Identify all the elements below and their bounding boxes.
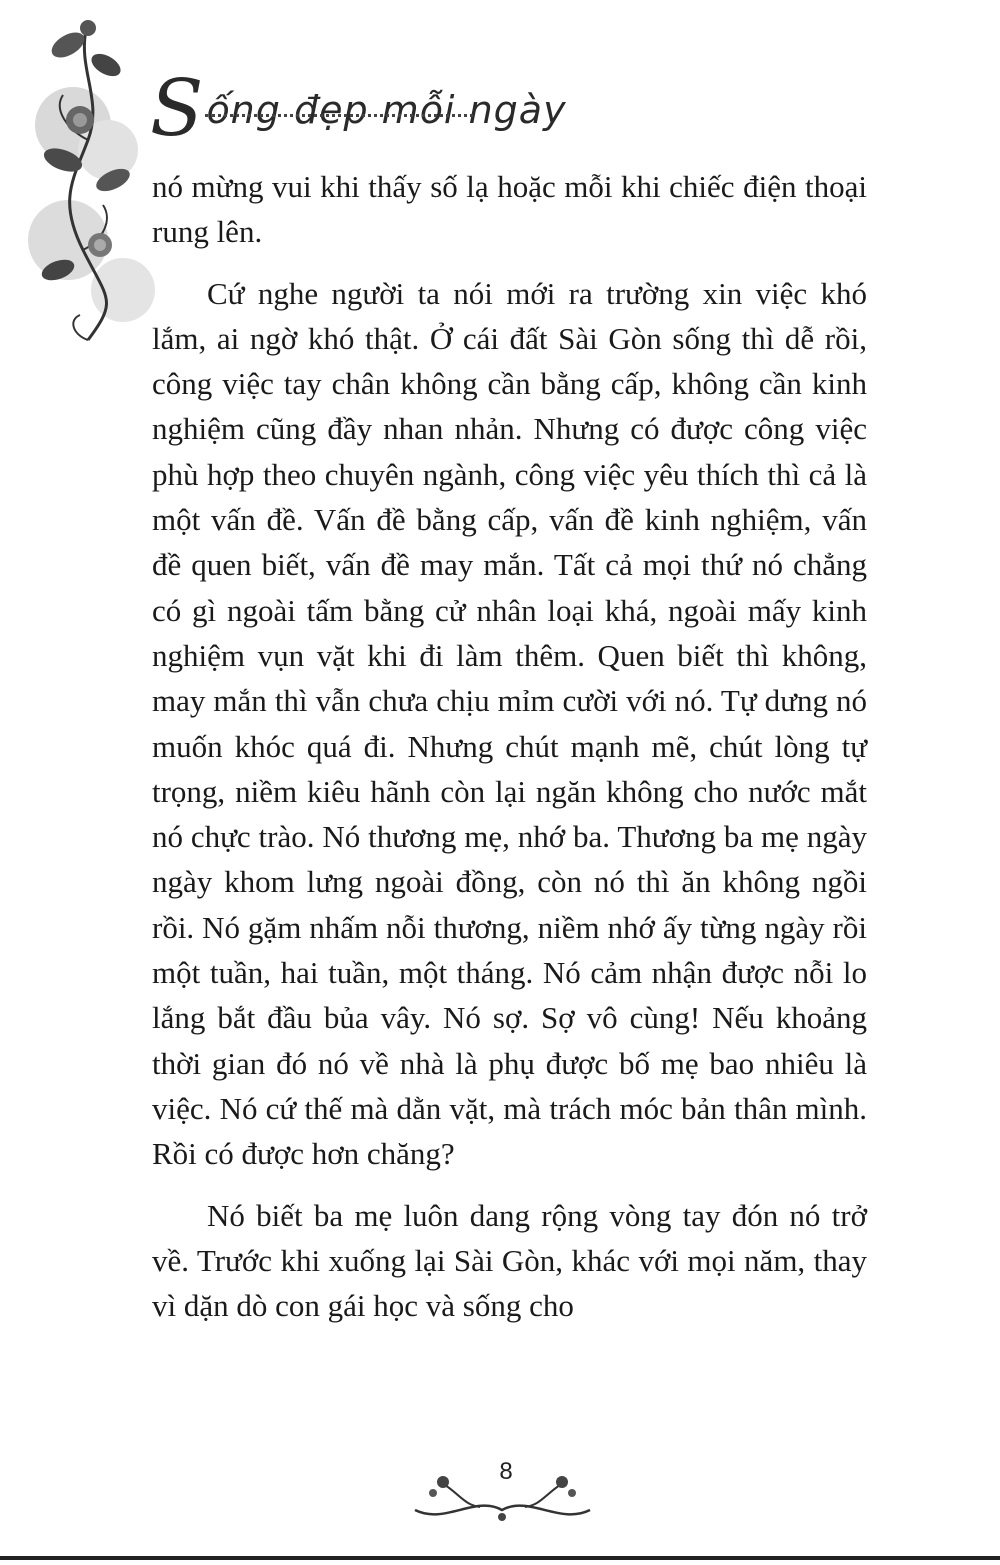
page-number: 8 [499, 1458, 513, 1485]
header-dotted-rule [205, 114, 473, 117]
running-header [150, 52, 567, 154]
paragraph-3: Nó biết ba mẹ luôn dang rộng vòng tay đón nó trở về. Trước khi xuống lại Sài Gòn, khác với mọi năm, thay vì dặn dò con gái học và sống cho [152, 1197, 867, 1324]
paragraph-2: Cứ nghe người ta nói mới ra trường xin việc khó lắm, ai ngờ khó thật. Ở cái đất Sài Gòn sống thì dễ rồi, công việc tay chân không cần bằng cấp, không cần kinh nghiệm cũng đầy nhan nhản. Nhưng có được công việc phù hợp theo chuyên ngành, công việc yêu thích thì cả là một vấn đề. Vấn đề bằng cấp, vấn đề kinh nghiệm, vấn đề quen biết, vấn đề may mắn. Tất cả mọi thứ nó chẳng có gì ngoài tấm bằng cử nhân loại khá, ngoài mấy kinh nghiệm vụn vặt khi đi làm thêm. Quen biết thì không, may mắn thì vẫn chưa chịu mỉm cười với nó. Tự dưng nó muốn khóc quá đi. Nhưng chút mạnh mẽ, chút lòng tự trọng, niềm kiêu hãnh còn lại ngăn không cho nước mắt nó chực trào. Nó thương mẹ, nhớ ba. Thương ba mẹ ngày ngày khom lưng ngoài đồng, còn nó thì ăn không ngồi rồi. Nó gặm nhấm nỗi thương, niềm nhớ ấy từng ngày rồi một tuần, hai tuần, một tháng. Nó cảm nhận được nỗi lo lắng bắt đầu bủa vây. Nó sợ. Sợ vô cùng! Nếu khoảng thời gian đó nó về nhà là phụ được bố mẹ bao nhiêu là việc. Nó cứ thế mà dằn vặt, mà trách móc bản thân mình. Rồi có được hơn chăng? [152, 275, 867, 1172]
body-text [152, 164, 867, 1328]
floral-vine-ornament [8, 10, 158, 360]
header-title-text: ống đẹp mỗi ngày [206, 88, 567, 132]
bottom-edge-line [0, 1556, 1000, 1560]
paragraph-1: nó mừng vui khi thấy số lạ hoặc mỗi khi chiếc điện thoại rung lên. [152, 169, 867, 250]
header-initial: S [150, 64, 205, 154]
